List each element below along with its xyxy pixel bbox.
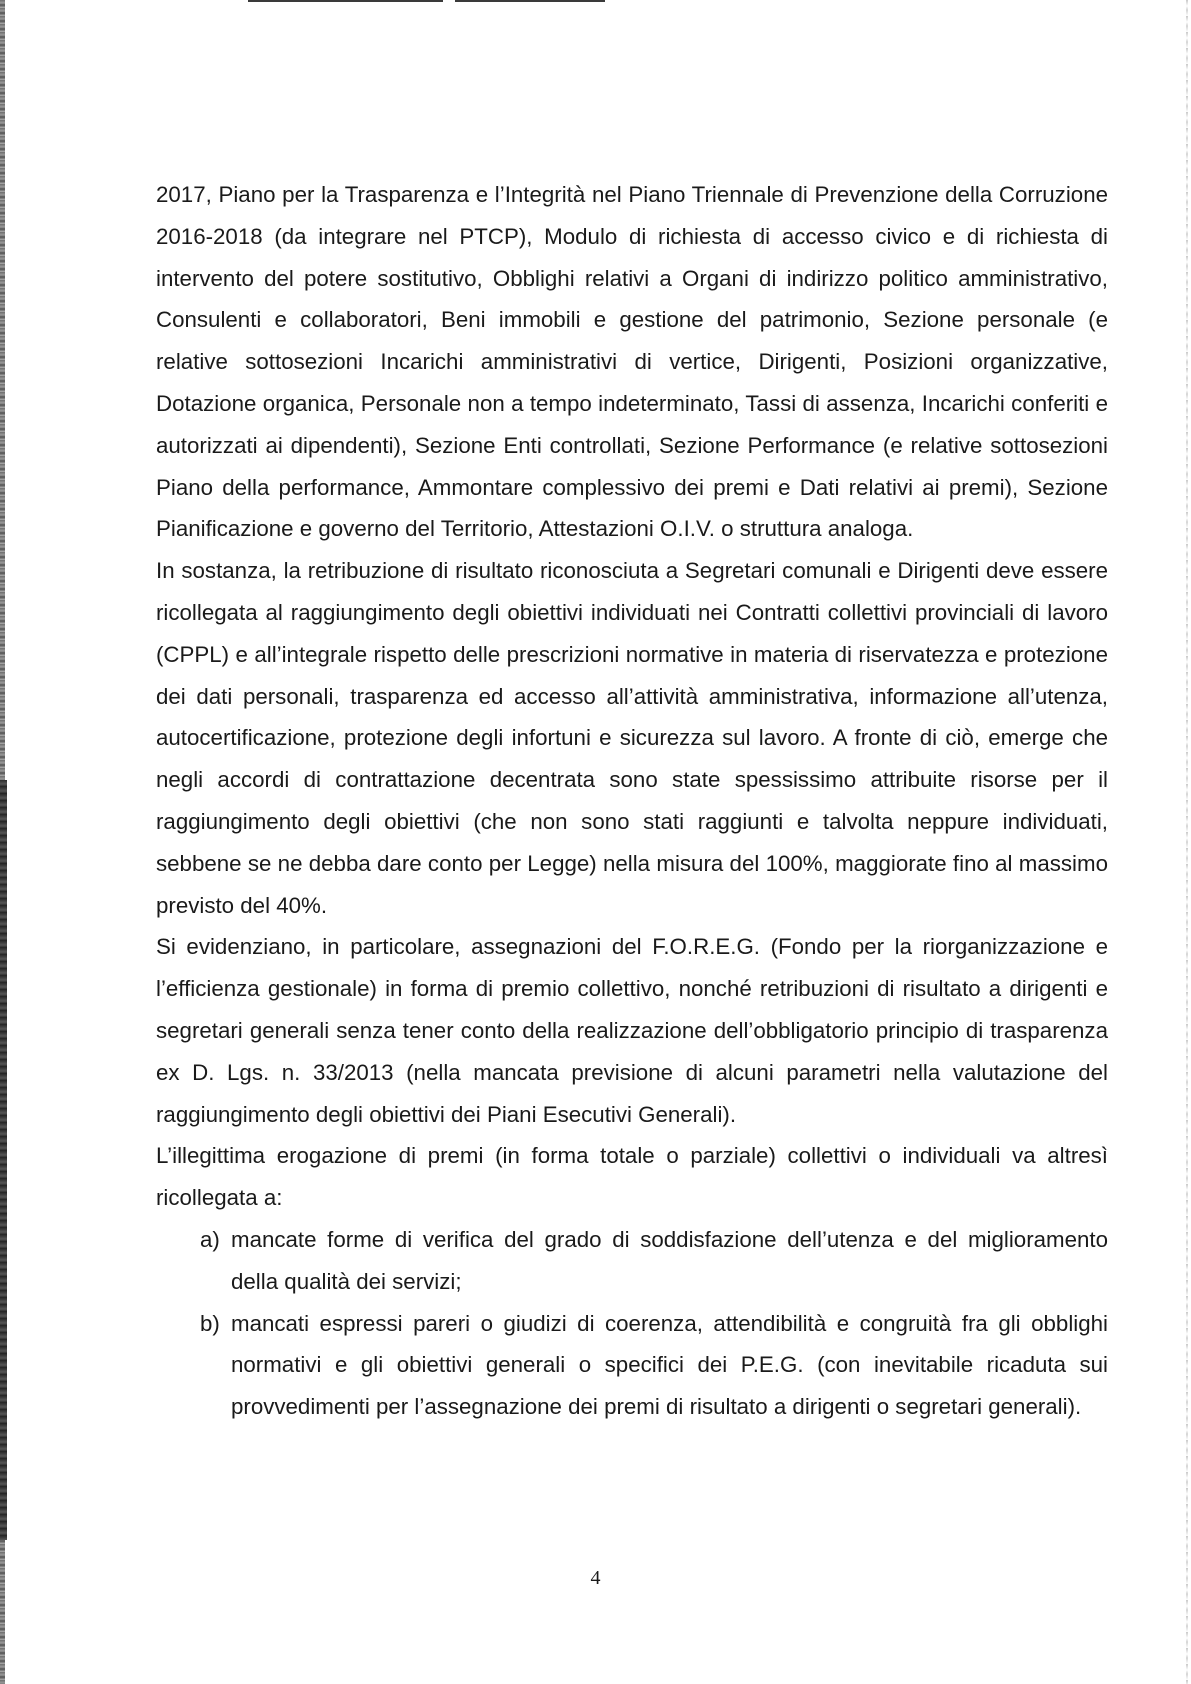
paragraph-foreg: Si evidenziano, in particolare, assegnazioni del F.O.R.E.G. (Fondo per la riorganizzazione e l’efficienza gestionale) in forma di premio collettivo, nonché retribuzioni di risultato a dirigenti e segretari generali senza tener conto della realizzazione dell’obbligatorio principio di trasparenza ex D. Lgs. n. 33/2013 (nella mancata previsione di alcuni parametri nella valutazione del raggiungimento degli obiettivi dei Piani Esecutivi Generali). <box>156 934 1108 1127</box>
list-marker: a) <box>200 1226 220 1252</box>
document-body <box>156 174 1108 1428</box>
list-marker: b) <box>200 1310 220 1336</box>
scan-edge-left-dark <box>0 780 7 1540</box>
list-item-text: mancati espressi pareri o giudizi di coerenza, attendibilità e congruità fra gli obblighi normativi e gli obiettivi generali o specifici dei P.E.G. (con inevitabile ricaduta sui provvedimenti per l’assegnazione dei premi di risultato a dirigenti o segretari generali). <box>231 1310 1108 1420</box>
top-rule <box>248 0 443 2</box>
list-item <box>156 1303 1108 1428</box>
paragraph-illegittima: L’illegittima erogazione di premi (in forma totale o parziale) collettivi o individuali va altresì ricollegata a: <box>156 1143 1108 1211</box>
paragraph-continuation: 2017, Piano per la Trasparenza e l’Integrità nel Piano Triennale di Prevenzione della Corruzione 2016-2018 (da integrare nel PTCP), Modulo di richiesta di accesso civico e di richiesta di intervento del potere sostitutivo, Obblighi relativi a Organi di indirizzo politico amministrativo, Consulenti e collaboratori, Beni immobili e gestione del patrimonio, Sezione personale (e relative sottosezioni Incarichi amministrativi di vertice, Dirigenti, Posizioni organizzative, Dotazione organica, Personale non a tempo indeterminato, Tassi di assenza, Incarichi conferiti e autorizzati ai dipendenti), Sezione Enti controllati, Sezione Performance (e relative sottosezioni Piano della performance, Ammontare complessivo dei premi e Dati relativi ai premi), Sezione Pianificazione e governo del Territorio, Attestazioni O.I.V. o struttura analoga. <box>156 182 1108 542</box>
list-item <box>156 1219 1108 1303</box>
list-item-text: mancate forme di verifica del grado di soddisfazione dell’utenza e del miglioramento della qualità dei servizi; <box>231 1226 1108 1294</box>
page-number: 4 <box>590 1567 601 1589</box>
causes-list <box>156 1219 1108 1428</box>
scan-edge-right <box>1186 0 1188 1684</box>
top-rule <box>455 0 605 2</box>
paragraph-retribuzione: In sostanza, la retribuzione di risultato riconosciuta a Segretari comunali e Dirigenti deve essere ricollegata al raggiungimento degli obiettivi individuati nei Contratti collettivi provinciali di lavoro (CPPL) e all’integrale rispetto delle prescrizioni normative in materia di riservatezza e protezione dei dati personali, trasparenza ed accesso all’attività amministrativa, informazione all’utenza, autocertificazione, protezione degli infortuni e sicurezza sul lavoro. A fronte di ciò, emerge che negli accordi di contrattazione decentrata sono state spessissimo attribuite risorse per il raggiungimento degli obiettivi (che non sono stati raggiunti e talvolta neppure individuati, sebbene se ne debba dare conto per Legge) nella misura del 100%, maggiorate fino al massimo previsto del 40%. <box>156 558 1108 918</box>
